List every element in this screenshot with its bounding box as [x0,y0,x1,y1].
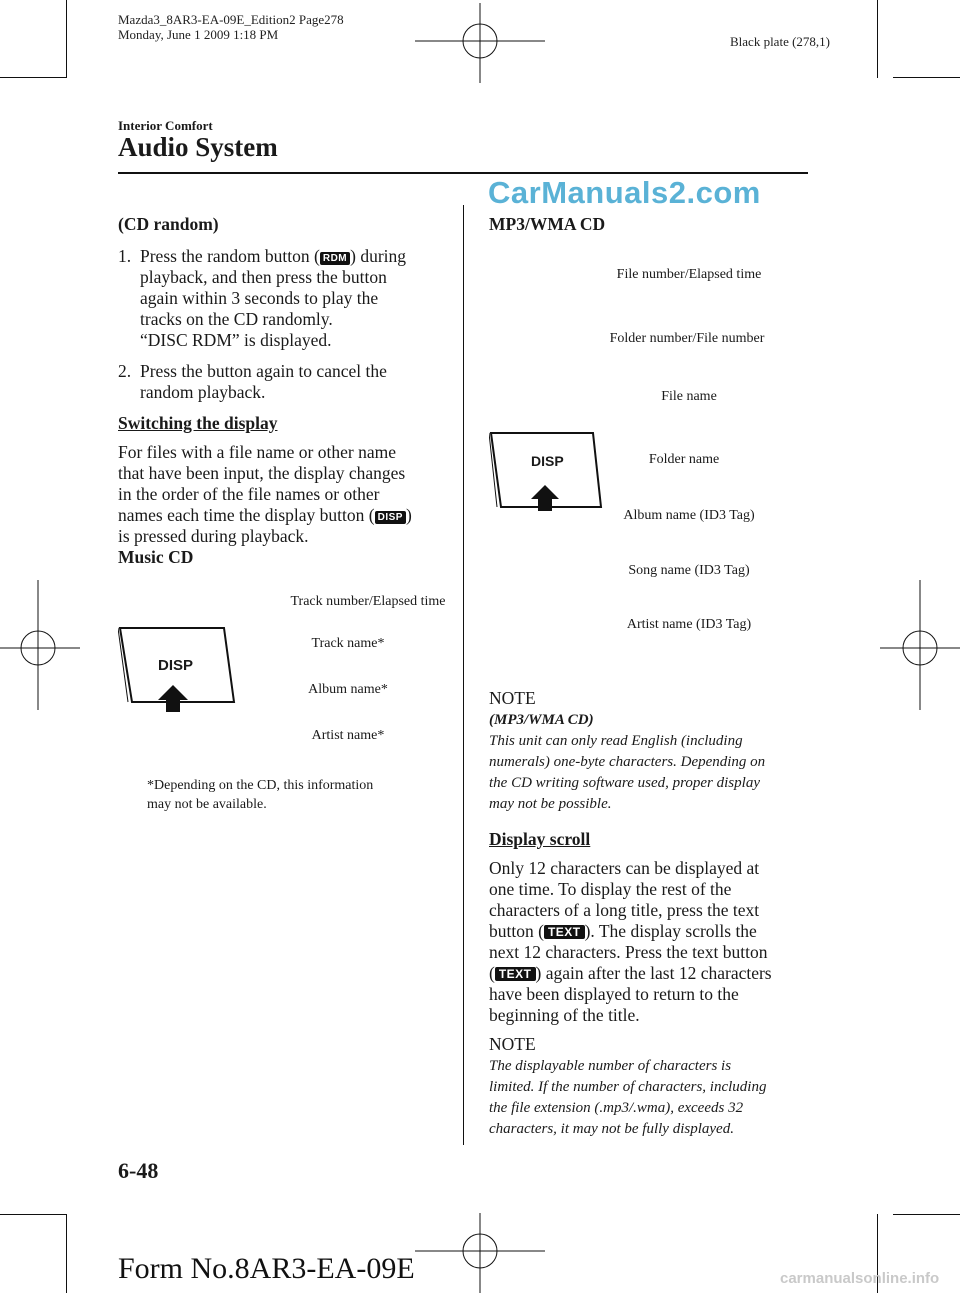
cd-item-artist-name: Artist name* [311,728,385,743]
scroll-line-b: ). The display scrolls the [584,921,757,941]
scroll-line: have been displayed to return to the [489,984,739,1004]
note-2-body [489,1056,809,1140]
section-label: Interior Comfort [118,118,213,133]
scroll-line: next 12 characters. Press the text button [489,942,768,962]
footnote-line: *Depending on the CD, this information [147,778,374,793]
mp3-item-artist-name: Artist name (ID3 Tag) [626,617,752,632]
file-line-1: Mazda3_8AR3-EA-09E_Edition2 Page278 [118,12,344,27]
step-2 [140,361,460,403]
scroll-line-a: button ( [489,921,544,941]
step-1-line: playback, and then press the button [140,267,387,287]
note-2-line: the file extension (.mp3/.wma), exceeds 32 [489,1100,744,1116]
page-title: Audio System [118,132,278,162]
registration-mark-right [880,580,960,710]
cd-item-album-name: Album name* [308,682,388,697]
form-number: Form No.8AR3-EA-09E [118,1252,415,1285]
note-2-line: limited. If the number of characters, including [489,1079,767,1095]
note-1-body [489,731,809,815]
display-scroll-body [489,858,809,1026]
display-scroll-heading: Display scroll [489,829,591,849]
step-2-number: 2. [118,361,132,381]
mp3-wma-heading: MP3/WMA CD [489,214,606,234]
file-line-2: Monday, June 1 2009 1:18 PM [118,27,279,42]
mp3-item-song-name: Song name (ID3 Tag) [628,563,750,578]
scroll-line-b: ) again after the last 12 characters [535,963,772,983]
crop-mark [893,77,960,78]
rdm-button-icon: RDM [320,252,350,265]
note-2-line: The displayable number of characters is [489,1058,732,1074]
step-1-number: 1. [118,246,132,266]
cd-item-track-name: Track name* [311,636,385,651]
scroll-line: characters of a long title, press the text [489,900,760,920]
column-divider [463,205,464,1145]
mp3-item-folder-number: Folder number/File number [609,331,765,346]
disp-label: DISP [531,453,564,469]
mp3-item-album-name: Album name (ID3 Tag) [623,508,755,523]
note-1-line: may not be possible. [489,796,612,812]
registration-mark-left [0,580,80,710]
watermark-top: CarManuals2.com [488,175,761,210]
mp3-item-folder-name: Folder name [648,452,720,467]
note-2-line: characters, it may not be fully displayed. [489,1121,734,1137]
file-info [118,12,344,42]
switch-line: in the order of the file names or other [118,484,380,504]
switch-line: For files with a file name or other name [118,442,396,462]
step-1-line: again within 3 seconds to play the [140,288,379,308]
mp3-item-file-name: File name [661,389,717,404]
crop-mark [0,1214,66,1215]
note-2-heading: NOTE [489,1034,536,1054]
registration-mark-bottom [415,1213,545,1293]
step-2-line: random playback. [140,382,266,402]
switch-line: is pressed during playback. [118,526,309,546]
music-cd-heading: Music CD [118,547,194,567]
crop-mark [893,1214,960,1215]
note-1-heading: NOTE [489,688,536,708]
disp-button-icon: DISP [375,511,406,524]
switch-line-a: names each time the display button ( [118,505,375,525]
plate-label: Black plate (278,1) [730,34,830,49]
crop-mark [66,1214,67,1293]
switch-line: that have been input, the display changes [118,463,406,483]
switching-display-body [118,442,458,547]
switch-line-b: ) [405,505,412,525]
scroll-line: one time. To display the rest of the [489,879,732,899]
note-1-line: numerals) one-byte characters. Depending on [489,754,766,770]
watermark-bottom: carmanualsonline.info [780,1270,940,1287]
page-number: 6-48 [118,1158,159,1183]
switching-display-heading: Switching the display [118,413,278,433]
crop-mark [66,0,67,78]
step-1-text-a: Press the random button ( [140,246,320,266]
crop-mark [877,0,878,78]
note-1-line: the CD writing software used, proper display [489,775,760,791]
cd-footnote [147,776,373,814]
note-1-line: This unit can only read English (including [489,733,743,749]
title-rule [118,172,808,174]
scroll-line-a: ( [489,963,495,983]
cd-random-heading: (CD random) [118,214,219,234]
text-button-icon: TEXT [544,925,585,939]
mp3-diagram [489,265,809,645]
step-1 [140,246,460,351]
step-1-line: tracks on the CD randomly. [140,309,333,329]
crop-mark [0,77,66,78]
step-1-line: “DISC RDM” is displayed. [140,330,332,350]
music-cd-diagram [118,590,458,750]
step-1-text-b: ) during [350,246,407,266]
text-button-icon: TEXT [495,967,536,981]
disp-button-illustration [489,425,614,520]
scroll-line: beginning of the title. [489,1005,640,1025]
note-1-subheading: (MP3/WMA CD) [489,712,594,728]
step-2-line: Press the button again to cancel the [140,361,387,381]
disp-label: DISP [158,657,194,674]
mp3-item-file-number: File number/Elapsed time [616,267,762,282]
footnote-line: may not be available. [147,797,267,812]
registration-mark-top [415,3,545,83]
scroll-line: Only 12 characters can be displayed at [489,858,760,878]
cd-item-track-number: Track number/Elapsed time [290,594,446,609]
